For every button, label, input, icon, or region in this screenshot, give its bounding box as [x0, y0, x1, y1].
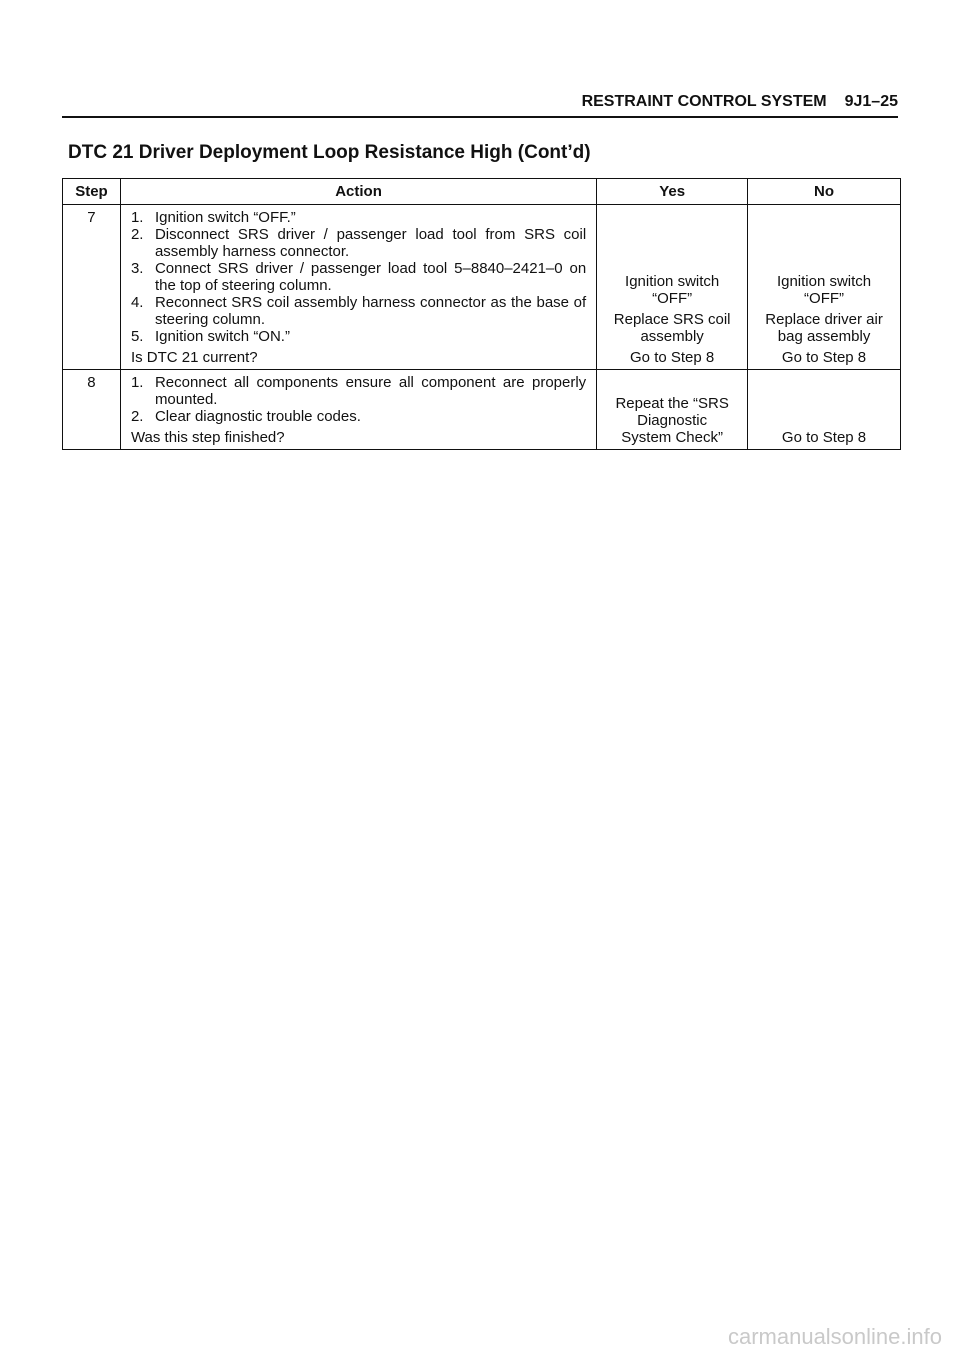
section-title: RESTRAINT CONTROL SYSTEM — [581, 93, 827, 110]
page-header — [62, 92, 898, 118]
column-header-yes: Yes — [597, 179, 748, 205]
yes-cell — [597, 205, 748, 370]
yes-result: Replace SRS coil assembly — [613, 311, 731, 345]
action-list — [131, 374, 586, 425]
no-result: Go to Step 8 — [781, 349, 867, 366]
action-list — [131, 209, 586, 345]
action-item: 5. Ignition switch “ON.” — [130, 328, 290, 345]
no-cell — [748, 370, 901, 450]
no-result: Go to Step 8 — [781, 429, 867, 446]
no-cell — [748, 205, 901, 370]
yes-result: Go to Step 8 — [630, 349, 715, 366]
page-title: DTC 21 Driver Deployment Loop Resistance High (Cont’d) — [68, 142, 591, 163]
action-cell — [120, 205, 596, 370]
page-number: 9J1–25 — [844, 93, 898, 110]
action-item: 1. Reconnect all components ensure all component are properly mounted. — [130, 374, 587, 408]
diagnostic-table — [62, 178, 901, 450]
column-header-no: No — [748, 179, 901, 205]
yes-result: Repeat the “SRS Diagnostic System Check” — [615, 395, 729, 446]
yes-result: Ignition switch “OFF” — [625, 273, 720, 307]
watermark: carmanualsonline.info — [727, 1324, 942, 1349]
step-number: 8 — [63, 370, 121, 450]
action-item: 2. Disconnect SRS driver / passenger load tool from SRS coil assembly harness connector. — [130, 226, 587, 260]
step-number: 7 — [63, 205, 121, 370]
table-header-row — [63, 179, 901, 205]
column-header-action: Action — [120, 179, 596, 205]
action-cell — [120, 370, 596, 450]
action-item: 3. Connect SRS driver / passenger load tool 5–8840–2421–0 on the top of steering column. — [130, 260, 587, 294]
action-question: Was this step finished? — [130, 429, 285, 446]
yes-cell — [597, 370, 748, 450]
action-item: 2. Clear diagnostic trouble codes. — [130, 408, 361, 425]
column-header-step: Step — [63, 179, 121, 205]
table-row — [63, 205, 901, 370]
table-row — [63, 370, 901, 450]
no-result: Replace driver air bag assembly — [765, 311, 883, 345]
action-item: 1. Ignition switch “OFF.” — [130, 209, 296, 226]
action-item: 4. Reconnect SRS coil assembly harness connector as the base of steering column. — [130, 294, 587, 328]
no-result: Ignition switch “OFF” — [776, 273, 872, 307]
action-question: Is DTC 21 current? — [130, 349, 258, 366]
